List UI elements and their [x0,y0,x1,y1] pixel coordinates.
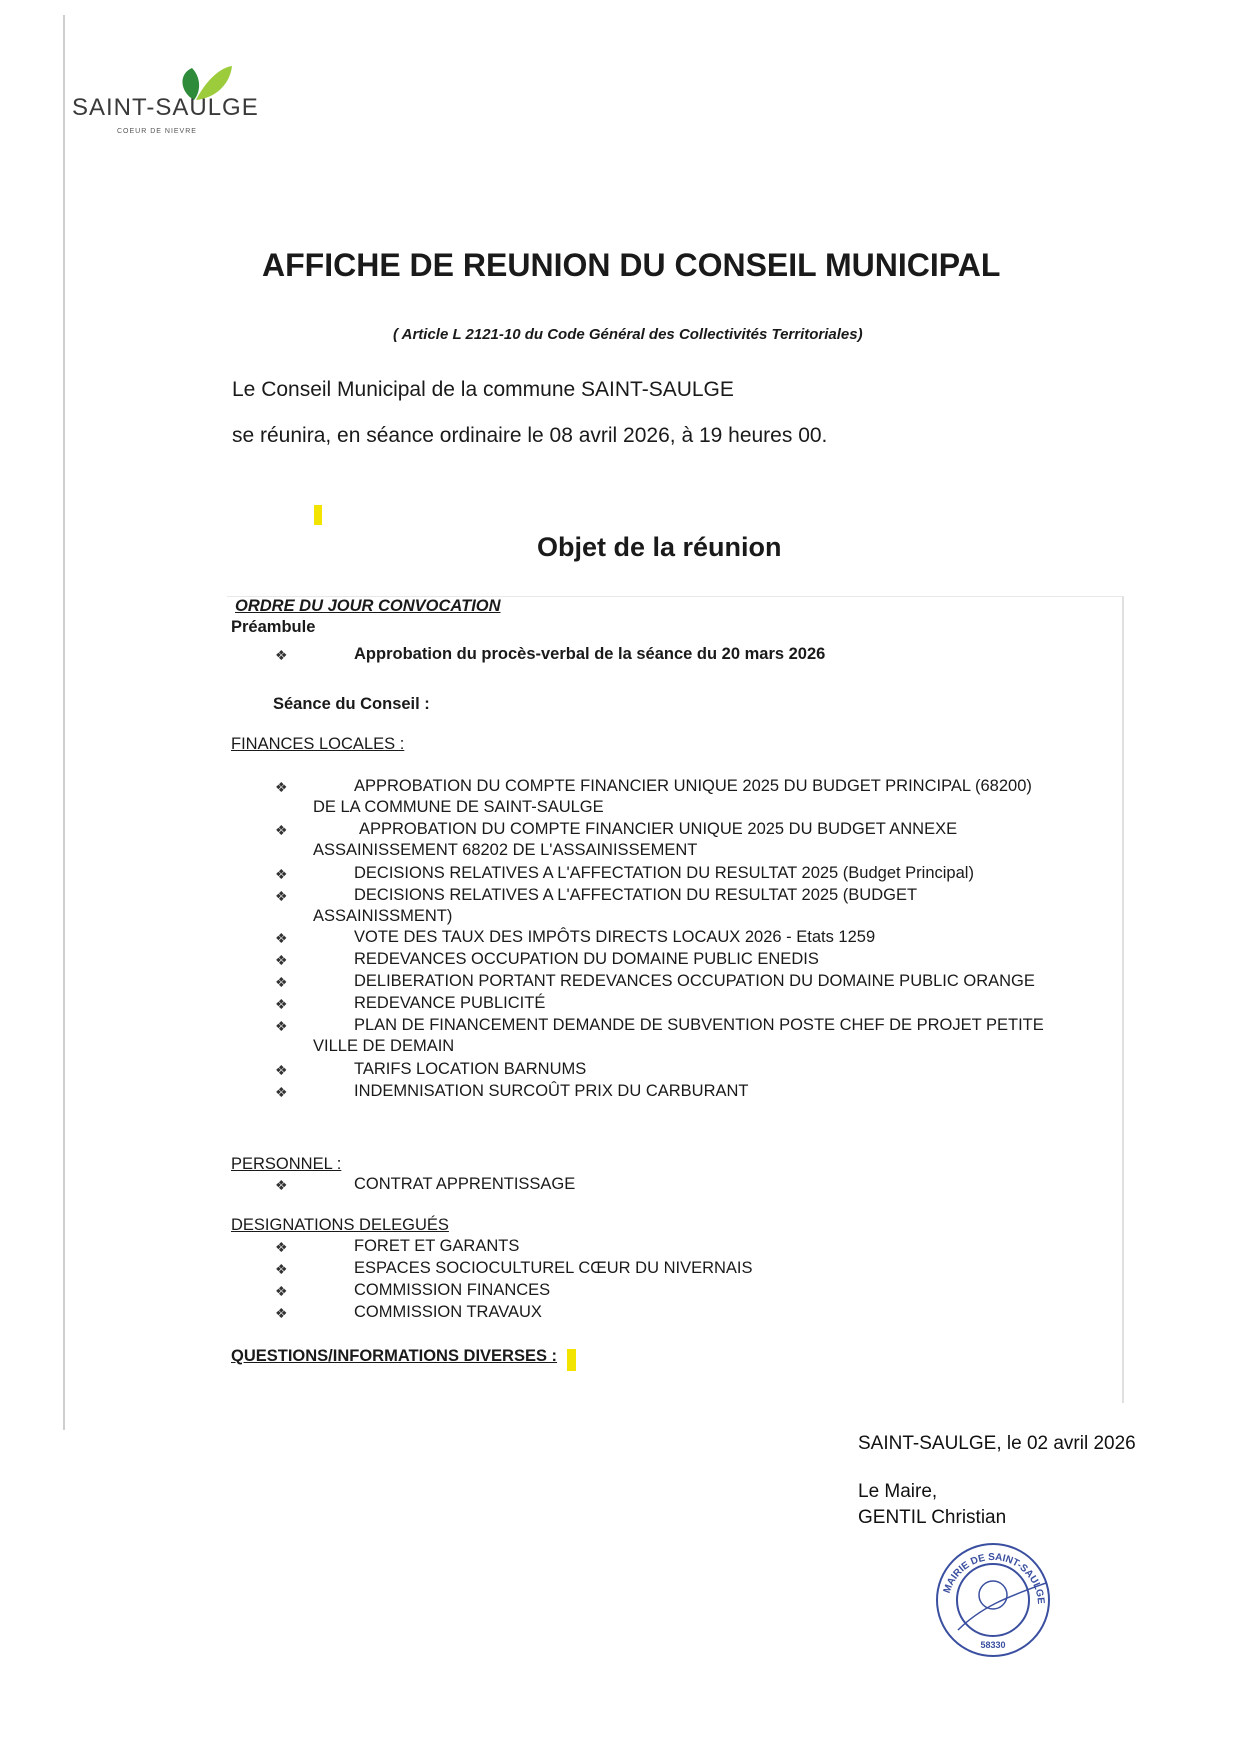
page-title: AFFICHE DE REUNION DU CONSEIL MUNICIPAL [262,247,1001,283]
footer-name: GENTIL Christian [858,1507,1007,1528]
stamp-text: MAIRIE DE SAINT-SAULGE [941,1551,1047,1605]
finances-heading: FINANCES LOCALES : [231,735,405,753]
bullet-icon: ❖ [275,952,288,968]
highlight-mark [567,1349,576,1371]
list-item: TARIFS LOCATION BARNUMS [354,1060,587,1078]
list-item-continued: ASSAINISSMENT) [313,907,453,925]
preambule-label: Préambule [231,618,316,636]
list-item-continued: ASSAINISSEMENT 68202 DE L'ASSAINISSEMENT [313,841,698,859]
bullet-icon: ❖ [275,1305,288,1321]
scan-edge-line [63,15,65,1430]
agenda-box [227,596,1124,1403]
bullet-icon: ❖ [275,996,288,1012]
footer-place-date: SAINT-SAULGE, le 02 avril 2026 [858,1433,1136,1454]
agenda-heading: ORDRE DU JOUR CONVOCATION [235,597,501,615]
bullet-icon: ❖ [275,1283,288,1299]
list-item: DELIBERATION PORTANT REDEVANCES OCCUPATION DU DOMAINE PUBLIC ORANGE [354,972,1035,990]
bullet-icon: ❖ [275,1084,288,1100]
bullet-icon: ❖ [275,779,288,795]
list-item: DECISIONS RELATIVES A L'AFFECTATION DU RESULTAT 2025 (BUDGET [354,886,918,904]
questions-heading: QUESTIONS/INFORMATIONS DIVERSES : [231,1347,558,1365]
bullet-icon: ❖ [275,1261,288,1277]
list-item: APPROBATION DU COMPTE FINANCIER UNIQUE 2025 DU BUDGET ANNEXE [359,820,958,838]
list-item: APPROBATION DU COMPTE FINANCIER UNIQUE 2025 DU BUDGET PRINCIPAL (68200) [354,777,1032,795]
logo-tagline: COEUR DE NIEVRE [117,128,197,135]
list-item-continued: VILLE DE DEMAIN [313,1037,455,1055]
objet-title: Objet de la réunion [537,532,782,562]
intro-line-2: se réunira, en séance ordinaire le 08 avril 2026, à 19 heures 00. [232,424,828,447]
list-item: ESPACES SOCIOCULTUREL CŒUR DU NIVERNAIS [354,1259,753,1277]
list-item: CONTRAT APPRENTISSAGE [354,1175,576,1193]
mairie-stamp-icon [928,1535,1058,1660]
list-item: PLAN DE FINANCEMENT DEMANDE DE SUBVENTION POSTE CHEF DE PROJET PETITE [354,1016,1044,1034]
preambule-item: Approbation du procès-verbal de la séance du 20 mars 2026 [354,645,826,663]
list-item: INDEMNISATION SURCOÛT PRIX DU CARBURANT [354,1082,749,1100]
bullet-icon: ❖ [275,866,288,882]
list-item: FORET ET GARANTS [354,1237,520,1255]
bullet-icon: ❖ [275,822,288,838]
list-item: VOTE DES TAUX DES IMPÔTS DIRECTS LOCAUX 2026 - Etats 1259 [354,928,876,946]
bullet-icon: ❖ [275,1177,288,1193]
list-item: DECISIONS RELATIVES A L'AFFECTATION DU RESULTAT 2025 (Budget Principal) [354,864,974,882]
bullet-icon: ❖ [275,1239,288,1255]
bullet-icon: ❖ [275,930,288,946]
footer-role: Le Maire, [858,1481,938,1502]
intro-line-1: Le Conseil Municipal de la commune SAINT-SAULGE [232,378,734,401]
bullet-icon: ❖ [275,1062,288,1078]
seance-label: Séance du Conseil : [273,695,430,713]
list-item: COMMISSION TRAVAUX [354,1303,542,1321]
list-item-continued: DE LA COMMUNE DE SAINT-SAULGE [313,798,604,816]
personnel-heading: PERSONNEL : [231,1155,342,1173]
logo-name: SAINT-SAULGE [72,94,259,121]
highlight-mark [314,505,322,525]
designations-heading: DESIGNATIONS DELEGUÉS [231,1216,449,1234]
bullet-icon: ❖ [275,974,288,990]
list-item: COMMISSION FINANCES [354,1281,551,1299]
list-item: REDEVANCES OCCUPATION DU DOMAINE PUBLIC ENEDIS [354,950,819,968]
bullet-icon: ❖ [275,888,288,904]
bullet-icon: ❖ [275,647,288,663]
list-item: REDEVANCE PUBLICITÉ [354,994,546,1012]
town-logo [72,62,272,142]
article-reference: ( Article L 2121-10 du Code Général des Collectivités Territoriales) [393,326,863,343]
stamp-postcode: 58330 [980,1640,1006,1650]
bullet-icon: ❖ [275,1018,288,1034]
